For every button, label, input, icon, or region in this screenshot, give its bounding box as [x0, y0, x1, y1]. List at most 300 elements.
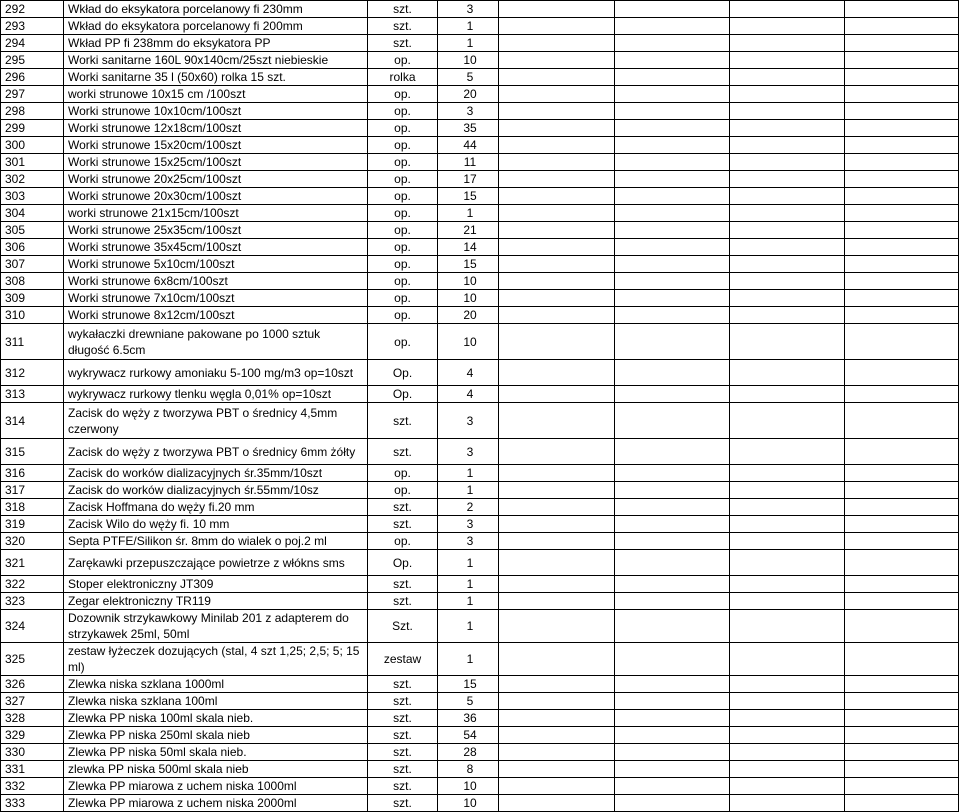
empty-cell[interactable]: [499, 795, 615, 812]
item-name-cell[interactable]: Zacisk do worków dializacyjnych śr.55mm/10sz: [64, 482, 368, 499]
quantity-cell[interactable]: 1: [438, 18, 499, 35]
empty-cell[interactable]: [730, 576, 845, 593]
empty-cell[interactable]: [499, 222, 615, 239]
item-name-cell[interactable]: wykałaczki drewniane pakowane po 1000 sztuk długość 6.5cm: [64, 324, 368, 360]
empty-cell[interactable]: [615, 137, 730, 154]
row-number-cell[interactable]: 308: [1, 273, 64, 290]
empty-cell[interactable]: [845, 499, 959, 516]
item-name-cell[interactable]: Dozownik strzykawkowy Minilab 201 z adapterem do strzykawek 25ml, 50ml: [64, 610, 368, 643]
empty-cell[interactable]: [499, 52, 615, 69]
item-name-cell[interactable]: Wkład do eksykatora porcelanowy fi 200mm: [64, 18, 368, 35]
unit-cell[interactable]: op.: [368, 205, 438, 222]
empty-cell[interactable]: [845, 516, 959, 533]
quantity-cell[interactable]: 1: [438, 35, 499, 52]
empty-cell[interactable]: [730, 188, 845, 205]
empty-cell[interactable]: [499, 693, 615, 710]
empty-cell[interactable]: [730, 307, 845, 324]
unit-cell[interactable]: Op.: [368, 550, 438, 576]
empty-cell[interactable]: [615, 693, 730, 710]
empty-cell[interactable]: [499, 239, 615, 256]
empty-cell[interactable]: [845, 610, 959, 643]
empty-cell[interactable]: [845, 324, 959, 360]
empty-cell[interactable]: [730, 710, 845, 727]
empty-cell[interactable]: [730, 324, 845, 360]
empty-cell[interactable]: [845, 273, 959, 290]
unit-cell[interactable]: op.: [368, 465, 438, 482]
item-name-cell[interactable]: zestaw łyżeczek dozujących (stal, 4 szt 1,25; 2,5; 5; 15 ml): [64, 643, 368, 676]
unit-cell[interactable]: op.: [368, 171, 438, 188]
quantity-cell[interactable]: 15: [438, 188, 499, 205]
item-name-cell[interactable]: Worki strunowe 7x10cm/100szt: [64, 290, 368, 307]
empty-cell[interactable]: [615, 18, 730, 35]
row-number-cell[interactable]: 297: [1, 86, 64, 103]
empty-cell[interactable]: [615, 643, 730, 676]
unit-cell[interactable]: op.: [368, 239, 438, 256]
empty-cell[interactable]: [499, 643, 615, 676]
empty-cell[interactable]: [845, 86, 959, 103]
unit-cell[interactable]: szt.: [368, 693, 438, 710]
empty-cell[interactable]: [730, 222, 845, 239]
empty-cell[interactable]: [730, 727, 845, 744]
quantity-cell[interactable]: 10: [438, 290, 499, 307]
empty-cell[interactable]: [730, 533, 845, 550]
item-name-cell[interactable]: Worki strunowe 12x18cm/100szt: [64, 120, 368, 137]
empty-cell[interactable]: [615, 1, 730, 18]
empty-cell[interactable]: [730, 171, 845, 188]
row-number-cell[interactable]: 319: [1, 516, 64, 533]
quantity-cell[interactable]: 10: [438, 273, 499, 290]
quantity-cell[interactable]: 1: [438, 465, 499, 482]
unit-cell[interactable]: szt.: [368, 439, 438, 465]
quantity-cell[interactable]: 14: [438, 239, 499, 256]
item-name-cell[interactable]: Zacisk Wilo do węży fi. 10 mm: [64, 516, 368, 533]
empty-cell[interactable]: [845, 761, 959, 778]
empty-cell[interactable]: [499, 360, 615, 386]
item-name-cell[interactable]: Zacisk do węży z tworzywa PBT o średnicy 6mm żółty: [64, 439, 368, 465]
empty-cell[interactable]: [845, 1, 959, 18]
empty-cell[interactable]: [615, 222, 730, 239]
item-name-cell[interactable]: Worki sanitarne 35 l (50x60) rolka 15 szt.: [64, 69, 368, 86]
row-number-cell[interactable]: 326: [1, 676, 64, 693]
quantity-cell[interactable]: 21: [438, 222, 499, 239]
empty-cell[interactable]: [730, 499, 845, 516]
empty-cell[interactable]: [730, 439, 845, 465]
unit-cell[interactable]: op.: [368, 273, 438, 290]
empty-cell[interactable]: [615, 205, 730, 222]
quantity-cell[interactable]: 15: [438, 676, 499, 693]
quantity-cell[interactable]: 44: [438, 137, 499, 154]
empty-cell[interactable]: [845, 465, 959, 482]
empty-cell[interactable]: [499, 710, 615, 727]
unit-cell[interactable]: szt.: [368, 744, 438, 761]
empty-cell[interactable]: [730, 273, 845, 290]
empty-cell[interactable]: [845, 576, 959, 593]
empty-cell[interactable]: [845, 222, 959, 239]
empty-cell[interactable]: [730, 52, 845, 69]
unit-cell[interactable]: szt.: [368, 576, 438, 593]
empty-cell[interactable]: [730, 761, 845, 778]
empty-cell[interactable]: [730, 205, 845, 222]
quantity-cell[interactable]: 5: [438, 693, 499, 710]
item-name-cell[interactable]: Stoper elektroniczny JT309: [64, 576, 368, 593]
quantity-cell[interactable]: 8: [438, 761, 499, 778]
item-name-cell[interactable]: Worki strunowe 35x45cm/100szt: [64, 239, 368, 256]
quantity-cell[interactable]: 3: [438, 1, 499, 18]
row-number-cell[interactable]: 320: [1, 533, 64, 550]
quantity-cell[interactable]: 1: [438, 576, 499, 593]
empty-cell[interactable]: [615, 516, 730, 533]
empty-cell[interactable]: [845, 403, 959, 439]
quantity-cell[interactable]: 1: [438, 550, 499, 576]
row-number-cell[interactable]: 315: [1, 439, 64, 465]
empty-cell[interactable]: [615, 307, 730, 324]
row-number-cell[interactable]: 316: [1, 465, 64, 482]
unit-cell[interactable]: op.: [368, 103, 438, 120]
empty-cell[interactable]: [499, 593, 615, 610]
row-number-cell[interactable]: 313: [1, 386, 64, 403]
empty-cell[interactable]: [499, 154, 615, 171]
quantity-cell[interactable]: 20: [438, 86, 499, 103]
quantity-cell[interactable]: 10: [438, 52, 499, 69]
row-number-cell[interactable]: 309: [1, 290, 64, 307]
item-name-cell[interactable]: Zacisk Hoffmana do węży fi.20 mm: [64, 499, 368, 516]
empty-cell[interactable]: [499, 439, 615, 465]
empty-cell[interactable]: [730, 35, 845, 52]
empty-cell[interactable]: [499, 137, 615, 154]
unit-cell[interactable]: szt.: [368, 727, 438, 744]
empty-cell[interactable]: [615, 188, 730, 205]
item-name-cell[interactable]: Worki strunowe 25x35cm/100szt: [64, 222, 368, 239]
quantity-cell[interactable]: 17: [438, 171, 499, 188]
quantity-cell[interactable]: 1: [438, 610, 499, 643]
quantity-cell[interactable]: 5: [438, 69, 499, 86]
item-name-cell[interactable]: Zegar elektroniczny TR119: [64, 593, 368, 610]
item-name-cell[interactable]: Worki strunowe 10x10cm/100szt: [64, 103, 368, 120]
empty-cell[interactable]: [615, 795, 730, 812]
empty-cell[interactable]: [615, 761, 730, 778]
empty-cell[interactable]: [499, 610, 615, 643]
empty-cell[interactable]: [499, 290, 615, 307]
row-number-cell[interactable]: 312: [1, 360, 64, 386]
item-name-cell[interactable]: wykrywacz rurkowy tlenku węgla 0,01% op=10szt: [64, 386, 368, 403]
unit-cell[interactable]: op.: [368, 222, 438, 239]
unit-cell[interactable]: op.: [368, 482, 438, 499]
empty-cell[interactable]: [730, 360, 845, 386]
empty-cell[interactable]: [730, 516, 845, 533]
quantity-cell[interactable]: 3: [438, 439, 499, 465]
empty-cell[interactable]: [730, 403, 845, 439]
row-number-cell[interactable]: 310: [1, 307, 64, 324]
unit-cell[interactable]: Op.: [368, 360, 438, 386]
item-name-cell[interactable]: Zlewka niska szklana 1000ml: [64, 676, 368, 693]
item-name-cell[interactable]: Worki strunowe 5x10cm/100szt: [64, 256, 368, 273]
unit-cell[interactable]: op.: [368, 52, 438, 69]
unit-cell[interactable]: szt.: [368, 710, 438, 727]
empty-cell[interactable]: [615, 465, 730, 482]
unit-cell[interactable]: szt.: [368, 18, 438, 35]
empty-cell[interactable]: [845, 69, 959, 86]
row-number-cell[interactable]: 301: [1, 154, 64, 171]
unit-cell[interactable]: op.: [368, 256, 438, 273]
empty-cell[interactable]: [845, 18, 959, 35]
empty-cell[interactable]: [615, 744, 730, 761]
empty-cell[interactable]: [730, 86, 845, 103]
item-name-cell[interactable]: Wkład PP fi 238mm do eksykatora PP: [64, 35, 368, 52]
unit-cell[interactable]: op.: [368, 324, 438, 360]
empty-cell[interactable]: [730, 256, 845, 273]
empty-cell[interactable]: [499, 676, 615, 693]
empty-cell[interactable]: [845, 120, 959, 137]
unit-cell[interactable]: op.: [368, 120, 438, 137]
empty-cell[interactable]: [845, 307, 959, 324]
unit-cell[interactable]: op.: [368, 533, 438, 550]
empty-cell[interactable]: [730, 137, 845, 154]
empty-cell[interactable]: [615, 103, 730, 120]
unit-cell[interactable]: szt.: [368, 795, 438, 812]
empty-cell[interactable]: [499, 35, 615, 52]
quantity-cell[interactable]: 36: [438, 710, 499, 727]
empty-cell[interactable]: [499, 550, 615, 576]
empty-cell[interactable]: [845, 35, 959, 52]
quantity-cell[interactable]: 3: [438, 516, 499, 533]
row-number-cell[interactable]: 293: [1, 18, 64, 35]
quantity-cell[interactable]: 3: [438, 403, 499, 439]
empty-cell[interactable]: [730, 550, 845, 576]
item-name-cell[interactable]: Zlewka PP niska 100ml skala nieb.: [64, 710, 368, 727]
empty-cell[interactable]: [730, 18, 845, 35]
empty-cell[interactable]: [615, 154, 730, 171]
row-number-cell[interactable]: 292: [1, 1, 64, 18]
item-name-cell[interactable]: zlewka PP niska 500ml skala nieb: [64, 761, 368, 778]
empty-cell[interactable]: [499, 778, 615, 795]
empty-cell[interactable]: [730, 239, 845, 256]
empty-cell[interactable]: [499, 256, 615, 273]
quantity-cell[interactable]: 1: [438, 593, 499, 610]
empty-cell[interactable]: [615, 273, 730, 290]
empty-cell[interactable]: [845, 188, 959, 205]
empty-cell[interactable]: [499, 324, 615, 360]
row-number-cell[interactable]: 325: [1, 643, 64, 676]
empty-cell[interactable]: [730, 593, 845, 610]
unit-cell[interactable]: op.: [368, 188, 438, 205]
unit-cell[interactable]: szt.: [368, 676, 438, 693]
empty-cell[interactable]: [615, 499, 730, 516]
empty-cell[interactable]: [845, 593, 959, 610]
unit-cell[interactable]: op.: [368, 290, 438, 307]
quantity-cell[interactable]: 4: [438, 360, 499, 386]
row-number-cell[interactable]: 329: [1, 727, 64, 744]
item-name-cell[interactable]: Zlewka PP miarowa z uchem niska 1000ml: [64, 778, 368, 795]
empty-cell[interactable]: [499, 120, 615, 137]
quantity-cell[interactable]: 15: [438, 256, 499, 273]
empty-cell[interactable]: [615, 386, 730, 403]
item-name-cell[interactable]: worki strunowe 10x15 cm /100szt: [64, 86, 368, 103]
row-number-cell[interactable]: 311: [1, 324, 64, 360]
row-number-cell[interactable]: 328: [1, 710, 64, 727]
empty-cell[interactable]: [615, 324, 730, 360]
item-name-cell[interactable]: Zlewka PP niska 250ml skala nieb: [64, 727, 368, 744]
empty-cell[interactable]: [499, 533, 615, 550]
empty-cell[interactable]: [730, 693, 845, 710]
empty-cell[interactable]: [845, 154, 959, 171]
row-number-cell[interactable]: 318: [1, 499, 64, 516]
empty-cell[interactable]: [615, 593, 730, 610]
empty-cell[interactable]: [845, 52, 959, 69]
quantity-cell[interactable]: 2: [438, 499, 499, 516]
item-name-cell[interactable]: Zacisk do węży z tworzywa PBT o średnicy 4,5mm czerwony: [64, 403, 368, 439]
row-number-cell[interactable]: 303: [1, 188, 64, 205]
empty-cell[interactable]: [845, 778, 959, 795]
item-name-cell[interactable]: Zlewka niska szklana 100ml: [64, 693, 368, 710]
empty-cell[interactable]: [730, 120, 845, 137]
empty-cell[interactable]: [615, 576, 730, 593]
empty-cell[interactable]: [845, 103, 959, 120]
empty-cell[interactable]: [615, 710, 730, 727]
row-number-cell[interactable]: 300: [1, 137, 64, 154]
empty-cell[interactable]: [615, 35, 730, 52]
item-name-cell[interactable]: worki strunowe 21x15cm/100szt: [64, 205, 368, 222]
unit-cell[interactable]: szt.: [368, 593, 438, 610]
empty-cell[interactable]: [615, 360, 730, 386]
quantity-cell[interactable]: 28: [438, 744, 499, 761]
empty-cell[interactable]: [499, 386, 615, 403]
empty-cell[interactable]: [845, 744, 959, 761]
empty-cell[interactable]: [845, 386, 959, 403]
row-number-cell[interactable]: 296: [1, 69, 64, 86]
empty-cell[interactable]: [499, 576, 615, 593]
unit-cell[interactable]: Szt.: [368, 610, 438, 643]
empty-cell[interactable]: [845, 290, 959, 307]
empty-cell[interactable]: [499, 482, 615, 499]
empty-cell[interactable]: [615, 290, 730, 307]
empty-cell[interactable]: [845, 256, 959, 273]
empty-cell[interactable]: [499, 499, 615, 516]
quantity-cell[interactable]: 20: [438, 307, 499, 324]
empty-cell[interactable]: [615, 86, 730, 103]
row-number-cell[interactable]: 321: [1, 550, 64, 576]
quantity-cell[interactable]: 3: [438, 103, 499, 120]
empty-cell[interactable]: [845, 676, 959, 693]
quantity-cell[interactable]: 1: [438, 643, 499, 676]
empty-cell[interactable]: [845, 239, 959, 256]
empty-cell[interactable]: [845, 727, 959, 744]
empty-cell[interactable]: [730, 154, 845, 171]
item-name-cell[interactable]: Zlewka PP niska 50ml skala nieb.: [64, 744, 368, 761]
row-number-cell[interactable]: 324: [1, 610, 64, 643]
quantity-cell[interactable]: 54: [438, 727, 499, 744]
item-name-cell[interactable]: Septa PTFE/Silikon śr. 8mm do wialek o poj.2 ml: [64, 533, 368, 550]
empty-cell[interactable]: [615, 778, 730, 795]
row-number-cell[interactable]: 317: [1, 482, 64, 499]
empty-cell[interactable]: [845, 710, 959, 727]
empty-cell[interactable]: [499, 761, 615, 778]
item-name-cell[interactable]: Worki sanitarne 160L 90x140cm/25szt niebieskie: [64, 52, 368, 69]
empty-cell[interactable]: [615, 727, 730, 744]
empty-cell[interactable]: [845, 533, 959, 550]
row-number-cell[interactable]: 330: [1, 744, 64, 761]
empty-cell[interactable]: [499, 307, 615, 324]
row-number-cell[interactable]: 314: [1, 403, 64, 439]
item-name-cell[interactable]: Zacisk do worków dializacyjnych śr.35mm/10szt: [64, 465, 368, 482]
empty-cell[interactable]: [730, 643, 845, 676]
unit-cell[interactable]: op.: [368, 307, 438, 324]
item-name-cell[interactable]: Wkład do eksykatora porcelanowy fi 230mm: [64, 1, 368, 18]
empty-cell[interactable]: [615, 676, 730, 693]
empty-cell[interactable]: [845, 137, 959, 154]
unit-cell[interactable]: op.: [368, 137, 438, 154]
row-number-cell[interactable]: 307: [1, 256, 64, 273]
empty-cell[interactable]: [615, 550, 730, 576]
empty-cell[interactable]: [499, 465, 615, 482]
row-number-cell[interactable]: 305: [1, 222, 64, 239]
empty-cell[interactable]: [615, 120, 730, 137]
item-name-cell[interactable]: Worki strunowe 15x20cm/100szt: [64, 137, 368, 154]
empty-cell[interactable]: [499, 103, 615, 120]
unit-cell[interactable]: rolka: [368, 69, 438, 86]
quantity-cell[interactable]: 10: [438, 324, 499, 360]
unit-cell[interactable]: zestaw: [368, 643, 438, 676]
empty-cell[interactable]: [845, 795, 959, 812]
row-number-cell[interactable]: 327: [1, 693, 64, 710]
empty-cell[interactable]: [615, 610, 730, 643]
empty-cell[interactable]: [499, 188, 615, 205]
empty-cell[interactable]: [499, 205, 615, 222]
empty-cell[interactable]: [730, 778, 845, 795]
row-number-cell[interactable]: 304: [1, 205, 64, 222]
empty-cell[interactable]: [730, 103, 845, 120]
quantity-cell[interactable]: 4: [438, 386, 499, 403]
unit-cell[interactable]: Op.: [368, 386, 438, 403]
row-number-cell[interactable]: 332: [1, 778, 64, 795]
empty-cell[interactable]: [730, 795, 845, 812]
item-name-cell[interactable]: Worki strunowe 15x25cm/100szt: [64, 154, 368, 171]
row-number-cell[interactable]: 298: [1, 103, 64, 120]
empty-cell[interactable]: [845, 171, 959, 188]
item-name-cell[interactable]: Worki strunowe 8x12cm/100szt: [64, 307, 368, 324]
empty-cell[interactable]: [845, 439, 959, 465]
quantity-cell[interactable]: 35: [438, 120, 499, 137]
empty-cell[interactable]: [730, 744, 845, 761]
empty-cell[interactable]: [615, 482, 730, 499]
empty-cell[interactable]: [499, 171, 615, 188]
empty-cell[interactable]: [615, 533, 730, 550]
unit-cell[interactable]: szt.: [368, 499, 438, 516]
empty-cell[interactable]: [730, 482, 845, 499]
item-name-cell[interactable]: Worki strunowe 20x25cm/100szt: [64, 171, 368, 188]
row-number-cell[interactable]: 306: [1, 239, 64, 256]
unit-cell[interactable]: op.: [368, 86, 438, 103]
empty-cell[interactable]: [730, 676, 845, 693]
quantity-cell[interactable]: 11: [438, 154, 499, 171]
unit-cell[interactable]: szt.: [368, 778, 438, 795]
empty-cell[interactable]: [615, 52, 730, 69]
empty-cell[interactable]: [615, 239, 730, 256]
row-number-cell[interactable]: 323: [1, 593, 64, 610]
empty-cell[interactable]: [499, 1, 615, 18]
unit-cell[interactable]: szt.: [368, 1, 438, 18]
empty-cell[interactable]: [499, 69, 615, 86]
unit-cell[interactable]: szt.: [368, 761, 438, 778]
item-name-cell[interactable]: Zlewka PP miarowa z uchem niska 2000ml: [64, 795, 368, 812]
quantity-cell[interactable]: 1: [438, 482, 499, 499]
empty-cell[interactable]: [730, 386, 845, 403]
empty-cell[interactable]: [845, 550, 959, 576]
empty-cell[interactable]: [730, 610, 845, 643]
unit-cell[interactable]: op.: [368, 154, 438, 171]
row-number-cell[interactable]: 299: [1, 120, 64, 137]
row-number-cell[interactable]: 331: [1, 761, 64, 778]
empty-cell[interactable]: [499, 516, 615, 533]
